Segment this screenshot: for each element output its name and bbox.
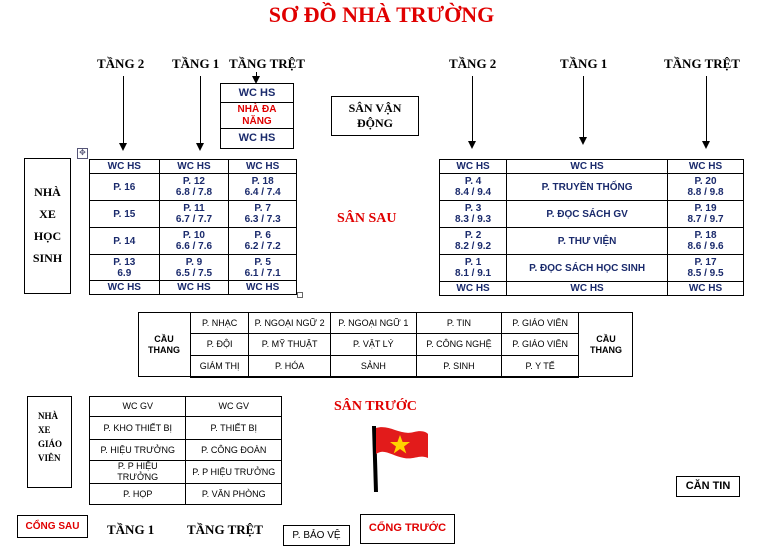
table-row [440,174,744,201]
student-parking-line: NHÀ [34,185,61,199]
room-cell: P. 4 8.4 / 9.4 [440,174,507,201]
room-cell: P. 16 [90,174,160,201]
office-cell: P. HIỆU TRƯỞNG [90,440,186,461]
student-parking-line: XE [39,207,56,221]
table-row [90,255,297,281]
room-cell: WC HS [90,160,160,174]
room-cell: P. GIÁO VIÊN [502,334,579,356]
wc-hs: WC HS [221,84,293,103]
room-cell: P. 19 8.7 / 9.7 [668,201,744,228]
room-cell: P. 17 8.5 / 9.5 [668,255,744,282]
room-cell: P. ĐỌC SÁCH HỌC SINH [507,255,668,282]
front-room-grid [190,312,579,378]
teacher-parking [27,396,72,488]
room-cell: P. CÔNG NGHỆ [416,334,502,356]
table-row [191,356,579,378]
room-cell: GIÁM THỊ [191,356,249,378]
table-row [440,255,744,282]
bottom-level-t1: TẦNG 1 [107,522,155,537]
room-cell: P. ĐỘI [191,334,249,356]
room-cell: P. HÓA [249,356,331,378]
move-handle-icon[interactable]: ✥ [77,148,88,159]
level-label-t1-right: TẦNG 1 [560,56,608,71]
front-yard: SÂN TRƯỚC [334,399,417,414]
room-cell: P. 3 8.3 / 9.3 [440,201,507,228]
table-row [90,484,282,505]
wc-hs: WC HS [238,132,276,144]
level-label-t2-left: TẦNG 2 [97,56,145,71]
table-row [90,440,282,461]
room-cell: P. NHẠC [191,313,249,334]
teacher-parking-line: GIÁO [38,439,63,449]
vietnam-flag-icon [370,424,430,494]
table-row [90,174,297,201]
room-cell: WC HS [507,160,668,174]
level-label-tret-right: TẦNG TRỆT [664,56,740,71]
page-title: SƠ ĐỒ NHÀ TRƯỜNG [268,2,495,27]
table-row [191,313,579,334]
arrow-down-icon [583,76,584,138]
room-cell: P. 12 6.8 / 7.8 [159,174,229,201]
level-label-tret-left: TẦNG TRỆT [229,56,305,71]
room-cell: P. TIN [416,313,502,334]
office-cell: P. CÔNG ĐOÀN [186,440,282,461]
room-cell: P. 18 8.6 / 9.6 [668,228,744,255]
room-cell: WC HS [668,282,744,296]
table-row [90,201,297,228]
office-cell: P. P HIỆU TRƯỞNG [90,461,186,484]
room-cell: P. 18 6.4 / 7.4 [229,174,297,201]
table-row [440,282,744,296]
table-row [90,397,282,417]
room-cell: P. 9 6.5 / 7.5 [159,255,229,281]
room-cell: P. TRUYỀN THỐNG [507,174,668,201]
room-cell: P. Y TẾ [502,356,579,378]
room-cell: P. SINH [416,356,502,378]
room-cell: P. 20 8.8 / 9.8 [668,174,744,201]
office-cell: P. KHO THIẾT BỊ [90,417,186,440]
multipurpose-building [220,83,294,149]
room-cell: WC HS [229,160,297,174]
room-cell: WC HS [668,160,744,174]
back-yard: SÂN SAU [337,211,397,226]
office-block [89,396,282,505]
multipurpose-hall: NHÀ ĐA NĂNG [221,103,293,129]
room-cell: P. 10 6.6 / 7.6 [159,228,229,255]
room-cell: WC HS [440,160,507,174]
teacher-parking-line: NHÀ [38,411,58,421]
room-cell: WC HS [440,282,507,296]
left-classroom-block [89,159,297,295]
room-cell: WC HS [159,160,229,174]
room-cell: P. THƯ VIỆN [507,228,668,255]
room-cell: P. GIÁO VIÊN [502,313,579,334]
room-cell: P. 11 6.7 / 7.7 [159,201,229,228]
stairs-right: CẦU THANG [590,334,622,355]
room-cell: P. 2 8.2 / 9.2 [440,228,507,255]
office-cell: P. VĂN PHÒNG [186,484,282,505]
table-row [440,160,744,174]
resize-handle-icon[interactable] [297,292,303,298]
room-cell: P. 13 6.9 [90,255,160,281]
guard-room: P. BẢO VỆ [283,525,350,546]
room-cell: P. 5 6.1 / 7.1 [229,255,297,281]
table-row [90,160,297,174]
office-cell: P. P HIỆU TRƯỞNG [186,461,282,484]
arrow-down-icon [256,72,257,77]
sports-field: SÂN VẬN ĐỘNG [331,96,419,136]
room-cell: P. 7 6.3 / 7.3 [229,201,297,228]
table-row [440,228,744,255]
table-row [440,201,744,228]
arrow-down-icon [200,76,201,144]
room-cell: P. 15 [90,201,160,228]
level-label-t1-left: TẦNG 1 [172,56,220,71]
back-gate: CỔNG SAU [17,515,88,538]
room-cell: P. NGOẠI NGỮ 1 [331,313,417,334]
room-cell: P. VẬT LÝ [331,334,417,356]
room-cell: P. NGOẠI NGỮ 2 [249,313,331,334]
room-cell: P. MỸ THUẬT [249,334,331,356]
student-parking-line: SINH [32,251,63,265]
room-cell: P. 14 [90,228,160,255]
room-cell: P. 6 6.2 / 7.2 [229,228,297,255]
bottom-level-tret: TẦNG TRỆT [187,522,263,537]
room-cell: WC HS [229,281,297,295]
teacher-parking-line: XE [38,425,51,435]
student-parking-line: HỌC [33,229,62,243]
front-gate: CỔNG TRƯỚC [360,514,455,544]
right-classroom-block [439,159,744,296]
student-parking [24,158,71,294]
office-cell: WC GV [90,397,186,417]
table-row [191,334,579,356]
room-cell: WC HS [507,282,668,296]
room-cell: SẢNH [331,356,417,378]
table-row [90,461,282,484]
table-row [90,417,282,440]
room-cell: P. 1 8.1 / 9.1 [440,255,507,282]
level-label-t2-right: TẦNG 2 [449,56,497,71]
office-cell: WC GV [186,397,282,417]
arrow-down-icon [123,76,124,144]
arrow-down-icon [472,76,473,142]
teacher-parking-line: VIÊN [38,453,61,463]
stairs-left: CẦU THANG [148,334,180,355]
arrow-down-icon [706,76,707,142]
room-cell: WC HS [159,281,229,295]
table-row [90,228,297,255]
office-cell: P. THIẾT BỊ [186,417,282,440]
canteen: CĂN TIN [676,476,740,497]
room-cell: WC HS [90,281,160,295]
table-row [90,281,297,295]
room-cell: P. ĐỌC SÁCH GV [507,201,668,228]
office-cell: P. HỌP [90,484,186,505]
